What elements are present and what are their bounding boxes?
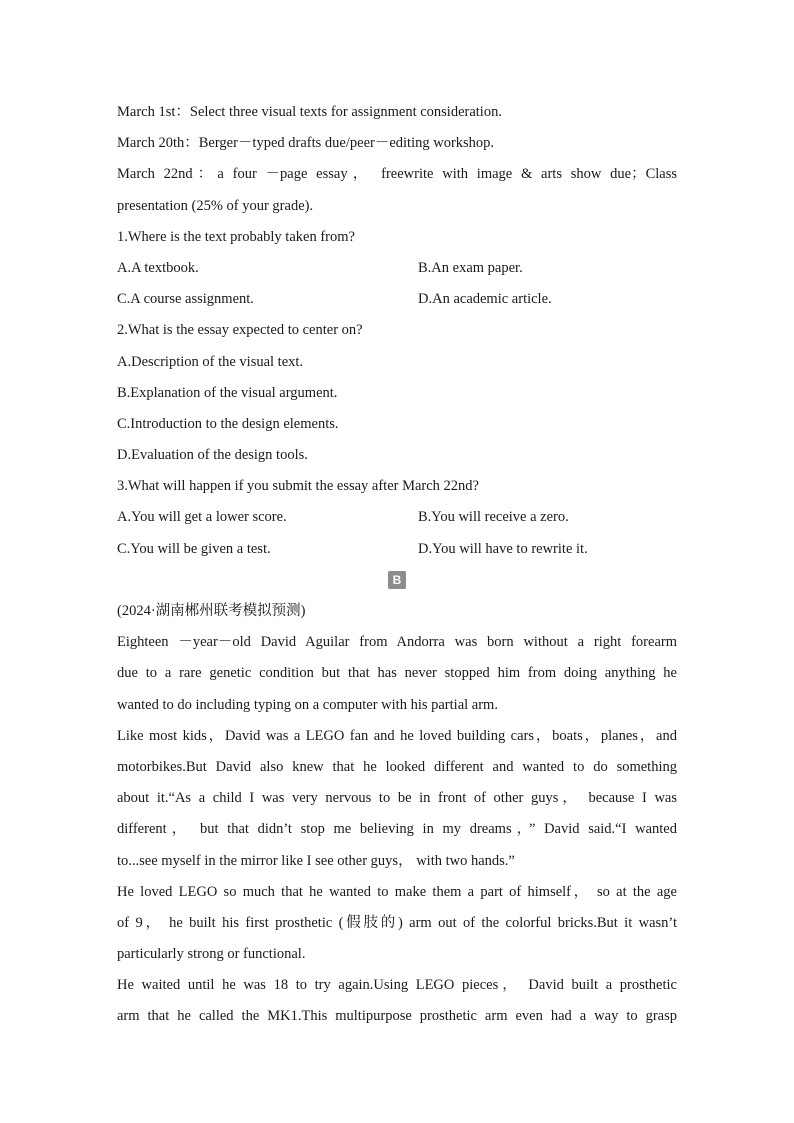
schedule-line-march-22nd: March 22nd：a four －page essay， freewrite with image & arts show due；Class: [117, 166, 677, 183]
passage-line: Eighteen －year－old David Aguilar from Andorra was born without a right forearm: [117, 634, 677, 651]
question-1-options-row-2: [117, 284, 677, 315]
question-1-option-b: B.An exam paper.: [418, 259, 523, 276]
question-1-option-c: C.A course assignment.: [117, 291, 254, 308]
question-1-option-d: D.An academic article.: [418, 291, 552, 308]
schedule-line-march-22nd-continued: presentation (25% of your grade).: [117, 197, 314, 214]
question-3-option-c: C.You will be given a test.: [117, 540, 271, 557]
passage-line: of 9， he built his first prosthetic (假肢的) arm out of the colorful bricks.But it wasn’t: [117, 914, 677, 931]
question-3-option-a: A.You will get a lower score.: [117, 509, 287, 526]
question-2: 2.What is the essay expected to center on?: [117, 322, 363, 339]
passage-line: due to a rare genetic condition but that has never stopped him from doing anything he: [117, 665, 677, 682]
question-3-option-b: B.You will receive a zero.: [418, 509, 569, 526]
question-2-option-a: A.Description of the visual text.: [117, 353, 304, 370]
passage-line: He loved LEGO so much that he wanted to make them a part of himself， so at the age: [117, 883, 677, 900]
passage-line: about it.“As a child I was very nervous to be in front of other guys， because I was: [117, 790, 677, 807]
passage-line: Like most kids，David was a LEGO fan and he loved building cars，boats，planes，and: [117, 727, 677, 744]
document-page: [117, 97, 677, 1033]
question-1-option-a: A.A textbook.: [117, 259, 199, 276]
question-3-options-row-1: [117, 502, 677, 533]
question-2-option-b: B.Explanation of the visual argument.: [117, 384, 338, 401]
question-3: 3.What will happen if you submit the essay after March 22nd?: [117, 478, 479, 495]
question-2-option-d: D.Evaluation of the design tools.: [117, 447, 308, 464]
question-2-option-c: C.Introduction to the design elements.: [117, 415, 339, 432]
section-b-badge: B: [388, 571, 406, 589]
question-1: 1.Where is the text probably taken from?: [117, 228, 355, 245]
passage-line: motorbikes.But David also knew that he looked different and wanted to do something: [117, 758, 677, 775]
passage-line: different， but that didn’t stop me believing in my dreams，” David said.“I wanted: [117, 821, 677, 838]
passage-source: (2024·湖南郴州联考模拟预测): [117, 603, 306, 619]
section-b-marker: [117, 565, 677, 596]
passage-line: He waited until he was 18 to try again.Using LEGO pieces， David built a prosthetic: [117, 977, 677, 994]
passage-line: to...see myself in the mirror like I see other guys， with two hands.”: [117, 852, 515, 869]
passage-line: wanted to do including typing on a computer with his partial arm.: [117, 696, 498, 713]
schedule-line-march-20th: March 20th：Berger－typed drafts due/peer－editing workshop.: [117, 135, 495, 152]
question-3-option-d: D.You will have to rewrite it.: [418, 540, 588, 557]
question-3-options-row-2: [117, 534, 677, 565]
schedule-line-march-1st: March 1st：Select three visual texts for assignment consideration.: [117, 104, 502, 120]
passage-line: arm that he called the MK1.This multipurpose prosthetic arm even had a way to grasp: [117, 1008, 677, 1025]
passage-line: particularly strong or functional.: [117, 946, 306, 963]
question-1-options-row-1: [117, 253, 677, 284]
